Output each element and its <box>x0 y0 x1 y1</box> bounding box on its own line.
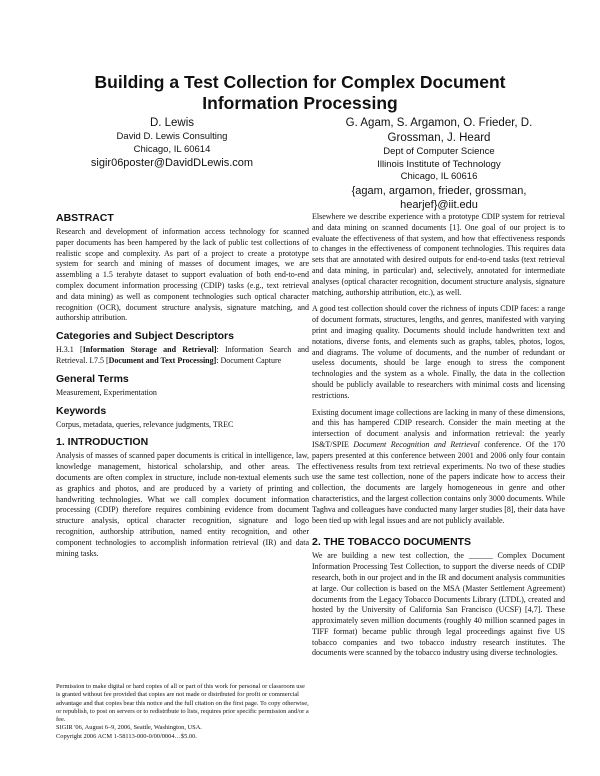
author-block-left <box>72 116 272 170</box>
introduction-heading: 1. INTRODUCTION <box>56 436 149 449</box>
category-name-1: Information Storage and Retrieval] <box>82 345 217 355</box>
p3-text-start: Existing document image collections are lacking in many of these dimensions, and this has hampered CDIP research. Consider the main meeting at the intersection of document analysis and information retrieval: the yearly IS&T/SPIE <box>312 407 565 449</box>
general-terms-text: Measurement, Experimentation <box>56 387 157 397</box>
author-names-line-2: Grossman, J. Heard <box>387 132 491 144</box>
author-address: Chicago, IL 60614 <box>133 143 211 155</box>
conference-line: SIGIR '06, August 6–9, 2006, Seattle, Washington, USA. <box>56 724 202 732</box>
p4-text-start: We are building a new test collection, the <box>312 551 469 561</box>
paragraph-prototype: Elsewhere we describe experience with a prototype CDIP system for retrieval and data mining on scanned documents [1]. One goal of our project is to evaluate the effectiveness of that system, and how that effectiveness responds to changes in the effectiveness of component technologies. This requires data sets that are annotated with desired outputs for end-to-end tasks (text retrieval and data mining, in particular) and, selectively, annotated for intermediate analyses (optical character recognition, document structure analysis, signature matching, authorship attribution, etc.), as well. <box>312 212 565 297</box>
left-column <box>56 212 309 565</box>
author-department: Dept of Computer Science <box>383 146 495 157</box>
keywords-heading: Keywords <box>56 404 107 417</box>
title-line-2: Information Processing <box>202 93 398 113</box>
paragraph-test-collection: A good test collection should cover the richness of inputs CDIP faces: a range of document formats, structures, lengths, and genres, manifested with varying print and imaging quality. Documents should include handwritten text and notations, diverse fonts, and elements such as graphs, tables, photos, logos, and diagrams. The volume of documents, and the number of redundant or useless documents, should be large enough to stress the component technologies and the system as a whole. Finally, the data in the collection should be publicly available to researchers with minimal costs and licensing restrictions. <box>312 304 565 400</box>
introduction-text: Analysis of masses of scanned paper documents is critical in intelligence, law, knowledge management, historical scholarship, and other areas. The documents are often complex in structure, include non-textual elements such as graphics and photos, and are produced by a variety of printing and handwriting technologies. What we call complex document information processing (CDIP) therefore requires combining evidence from document structure analysis, optical character recognition, signature and logo recognition, authorship attribution, named entity recognition, and other component technologies to accomplish information retrieval (IR) and data mining tasks. <box>56 451 309 558</box>
title-line-1: Building a Test Collection for Complex Document <box>94 72 506 92</box>
category-code-1: H.3.1 [ <box>56 345 83 355</box>
paper-title <box>60 72 540 114</box>
copyright-line: Copyright 2006 ACM 1-58113-000-0/00/0004…$5.00. <box>56 732 197 740</box>
author-block-right <box>312 116 566 212</box>
category-sep: : Information Search and Retrieval. I.7.5 [ <box>56 345 309 365</box>
category-post: : Document Capture <box>216 355 282 365</box>
keywords-text: Corpus, metadata, queries, relevance judgments, TREC <box>56 419 234 429</box>
author-email-line-2: hearjef}@iit.edu <box>400 198 478 211</box>
right-column <box>312 212 565 665</box>
name-blank: ______ <box>468 551 493 561</box>
author-institution: Illinois Institute of Technology <box>377 158 501 170</box>
author-affiliation: David D. Lewis Consulting <box>116 131 228 142</box>
copyright-footnote <box>56 683 309 741</box>
paragraph-existing-collections <box>312 408 565 527</box>
author-email-line-1: {agam, argamon, frieder, grossman, <box>351 184 527 197</box>
abstract-heading: ABSTRACT <box>56 212 114 224</box>
tobacco-heading: 2. THE TOBACCO DOCUMENTS <box>312 536 472 549</box>
permission-notice: Permission to make digital or hard copies of all or part of this work for personal or classroom use is granted without fee provided that copies are not made or distributed for profit or commercial advantage and that copies bear this notice and the full citation on the first page. To copy otherwise, or republish, to post on servers or to redistribute to lists, requires prior specific permission and/or a fee. <box>56 683 309 724</box>
general-terms-heading: General Terms <box>56 372 129 385</box>
category-name-2: Document and Text Processing] <box>108 355 217 365</box>
author-names-line-1: G. Agam, S. Argamon, O. Frieder, D. <box>345 117 533 129</box>
author-name: D. Lewis <box>149 117 195 129</box>
abstract-text: Research and development of information access technology for scanned paper documents has been hampered by the lack of public test collections of realistic scope and complexity. As part of a project to create a prototype system for search and mining of masses of document images, we are assembling a 1.5 terabyte dataset to support evaluation of both end-to-end complex document information processing (CDIP) tasks (e.g., text retrieval and data mining) as well as component technologies such optical character recognition (OCR), document structure analysis, signature matching, and authorship attribution. <box>56 227 309 323</box>
p3-text-end: conference. Of the 170 papers presented at this conference between 2001 and 2006 only four contain effectiveness results from text retrieval experiments. No two of these studies use the same test collection, none of the papers indicate how to access their collection, the documents are largely homogeneous in genre and other characteristics, and the largest collection contains only 3000 documents. While Taghva and colleagues have conducted many larger studies [8], their data have been tied up with legal issues and are not publicly available. <box>312 439 565 525</box>
categories-text <box>56 345 309 367</box>
p4-text-end: Complex Document Information Processing Test Collection, to support the diverse needs of CDIP research, both in our project and in the IR and document analysis communities at large. Our collection is based on the MSA (Master Settlement Agreement) documents from the Legacy Tobacco Documents Library (LTDL), created and hosted by the University of California San Francisco (UCSF) [4,7]. These approximately seven million documents (roughly 40 million scanned pages in TIFF format) became public through legal proceedings against five US tobacco companies and two tobacco industry research institutes. The documents were scanned by the tobacco industry using diverse technologies. <box>312 551 566 658</box>
author-email: sigir06poster@DavidDLewis.com <box>90 157 254 169</box>
paragraph-tobacco <box>312 551 565 659</box>
conference-name: Document Recognition and Retrieval <box>353 439 480 449</box>
categories-heading: Categories and Subject Descriptors <box>56 330 234 343</box>
author-address: Chicago, IL 60616 <box>400 171 478 182</box>
